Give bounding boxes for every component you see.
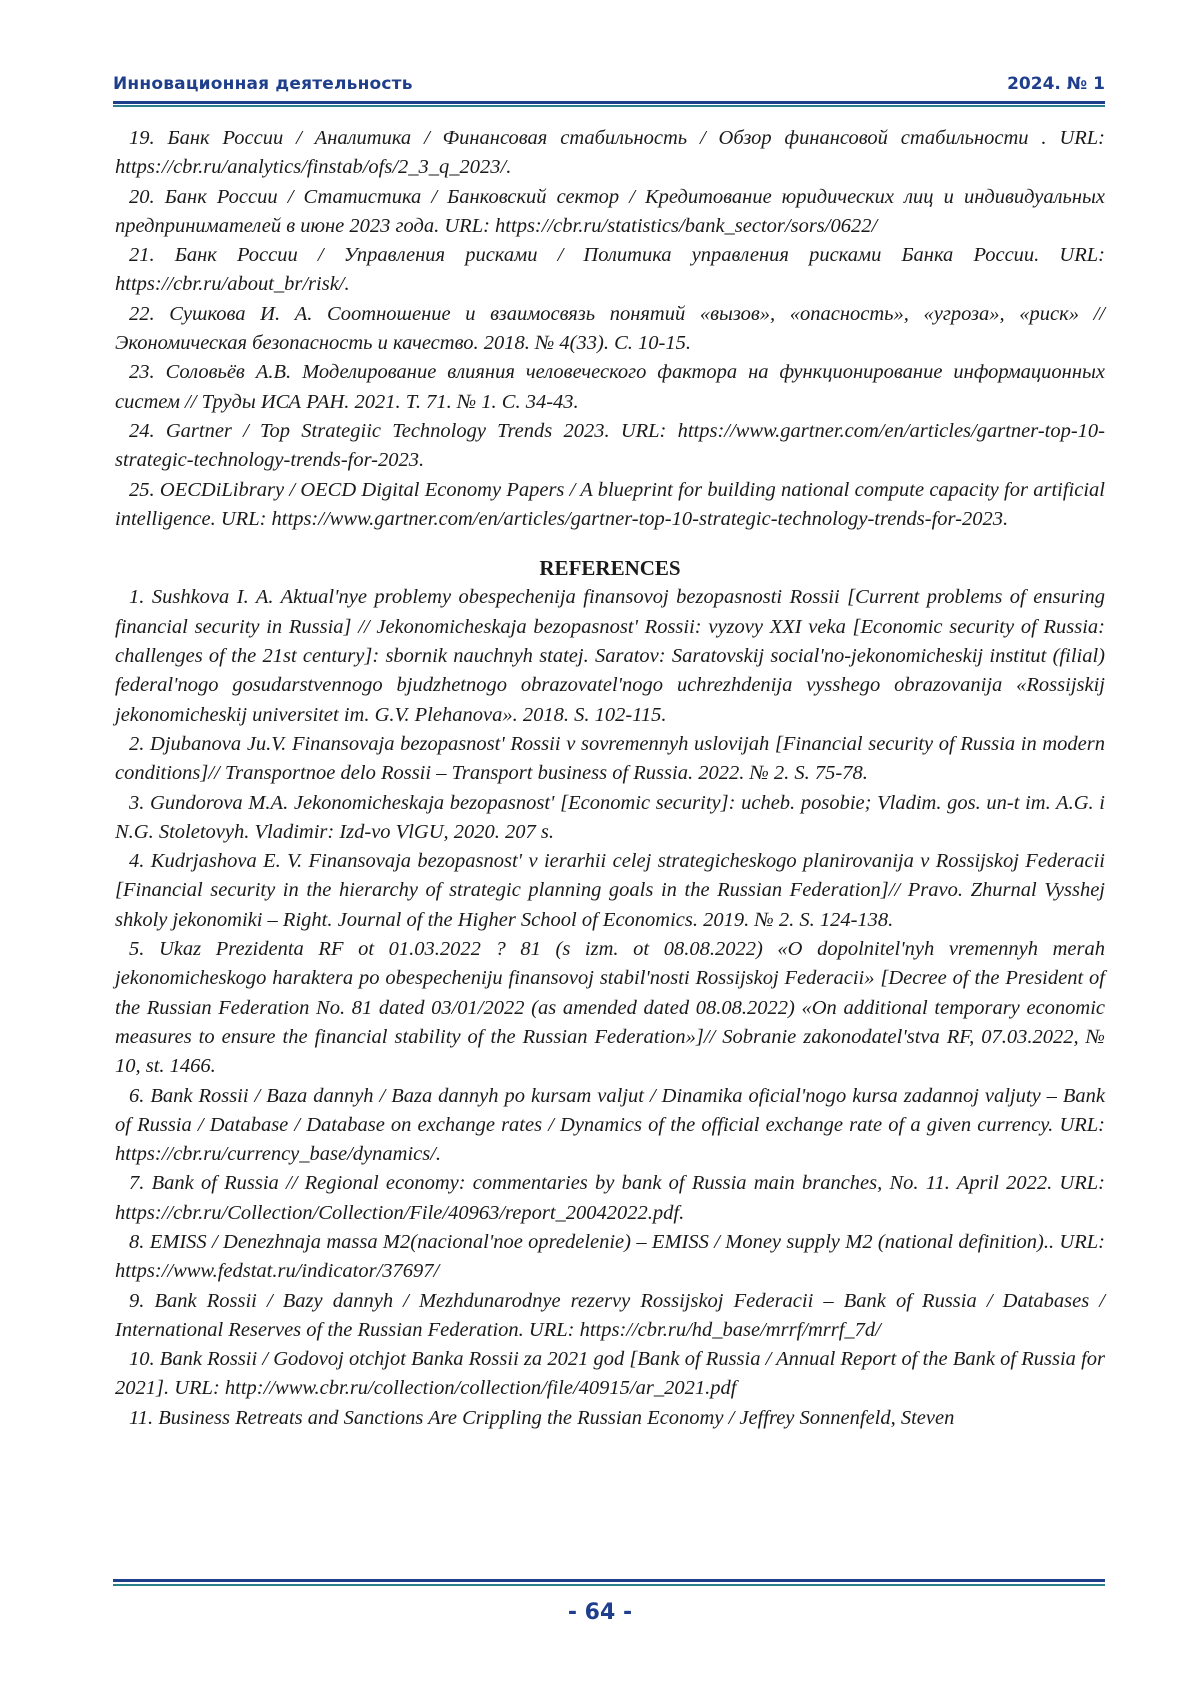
running-header bbox=[113, 74, 1105, 98]
references-heading: REFERENCES bbox=[115, 534, 1105, 583]
header-rule-teal bbox=[113, 105, 1105, 107]
page-body bbox=[115, 124, 1105, 1433]
reference-item: 9. Bank Rossii / Bazy dannyh / Mezhdunarodnye rezervy Rossijskoj Federacii – Bank of Russia / Databases / International Reserves of the Russian Federation. URL: https://cbr.ru/hd_base/mrrf/mrrf_7d/ bbox=[115, 1287, 1105, 1346]
source-item: 20. Банк России / Статистика / Банковский сектор / Кредитование юридических лиц и индивидуальных предпринимателей в июне 2023 года. URL: https://cbr.ru/statistics/bank_sector/sors/0622/ bbox=[115, 183, 1105, 242]
source-item: 21. Банк России / Управления рисками / Политика управления рисками Банка России. URL: https://cbr.ru/about_br/risk/. bbox=[115, 241, 1105, 300]
reference-item: 10. Bank Rossii / Godovoj otchjot Banka Rossii za 2021 god [Bank of Russia / Annual Report of the Bank of Russia for 2021]. URL: http://www.cbr.ru/collection/collection/file/40915/ar_2021.pdf bbox=[115, 1345, 1105, 1404]
footer-rule-blue bbox=[113, 1579, 1105, 1582]
document-page bbox=[0, 0, 1200, 1697]
header-rule-blue bbox=[113, 101, 1105, 104]
reference-item: 11. Business Retreats and Sanctions Are Crippling the Russian Economy / Jeffrey Sonnenfeld, Steven bbox=[115, 1404, 1105, 1433]
source-item: 19. Банк России / Аналитика / Финансовая стабильность / Обзор финансовой стабильности . URL: https://cbr.ru/analytics/finstab/ofs/2_3_q_2023/. bbox=[115, 124, 1105, 183]
journal-title: Инновационная деятельность bbox=[113, 74, 413, 94]
reference-item: 3. Gundorova M.A. Jekonomicheskaja bezopasnost' [Economic security]: ucheb. posobie; Vladim. gos. un-t im. A.G. i N.G. Stoletovyh. Vladimir: Izd-vo VlGU, 2020. 207 s. bbox=[115, 789, 1105, 848]
reference-item: 6. Bank Rossii / Baza dannyh / Baza dannyh po kursam valjut / Dinamika oficial'nogo kursa zadannoj valjuty – Bank of Russia / Database / Database on exchange rates / Dynamics of the official exchange rate of a given currency. URL: https://cbr.ru/currency_base/dynamics/. bbox=[115, 1082, 1105, 1170]
source-item: 22. Сушкова И. А. Соотношение и взаимосвязь понятий «вызов», «опасность», «угроза», «риск» // Экономическая безопасность и качество. 2018. № 4(33). С. 10-15. bbox=[115, 300, 1105, 359]
reference-item: 5. Ukaz Prezidenta RF ot 01.03.2022 ? 81 (s izm. ot 08.08.2022) «O dopolnitel'nyh vremennyh merah jekonomicheskogo haraktera po obespecheniju finansovoj stabil'nosti Rossijskoj Federacii» [Decree of the President of the Russian Federation No. 81 dated 03/01/2022 (as amended dated 08.08.2022) «On additional temporary economic measures to ensure the financial stability of the Russian Federation»]// Sobranie zakonodatel'stva RF, 07.03.2022, № 10, st. 1466. bbox=[115, 935, 1105, 1081]
footer-rule-teal bbox=[113, 1584, 1105, 1586]
source-item: 24. Gartner / Top Strategiic Technology Trends 2023. URL: https://www.gartner.com/en/articles/gartner-top-10-strategic-technology-trends-for-2023. bbox=[115, 417, 1105, 476]
page-number: - 64 - bbox=[0, 1600, 1200, 1625]
reference-item: 4. Kudrjashova E. V. Finansovaja bezopasnost' v ierarhii celej strategicheskogo planirovanija v Rossijskoj Federacii [Financial security in the hierarchy of strategic planning goals in the Russian Federation]// Pravo. Zhurnal Vysshej shkoly jekonomiki – Right. Journal of the Higher School of Economics. 2019. № 2. S. 124-138. bbox=[115, 847, 1105, 935]
reference-item: 8. EMISS / Denezhnaja massa M2(nacional'noe opredelenie) – EMISS / Money supply M2 (national definition).. URL: https://www.fedstat.ru/indicator/37697/ bbox=[115, 1228, 1105, 1287]
source-item: 25. OECDiLibrary / OECD Digital Economy Papers / A blueprint for building national compute capacity for artificial intelligence. URL: https://www.gartner.com/en/articles/gartner-top-10-strategic-technology-trends-for-2023. bbox=[115, 476, 1105, 535]
issue-number: 2024. № 1 bbox=[1007, 74, 1105, 94]
reference-item: 1. Sushkova I. A. Aktual'nye problemy obespechenija finansovoj bezopasnosti Rossii [Current problems of ensuring financial security in Russia] // Jekonomicheskaja bezopasnost' Rossii: vyzovy XXI veka [Economic security of Russia: challenges of the 21st century]: sbornik nauchnyh statej. Saratov: Saratovskij social'no-jekonomicheskij institut (filial) federal'nogo gosudarstvennogo bjudzhetnogo obrazovatel'nogo uchrezhdenija vysshego obrazovanija «Rossijskij jekonomicheskij universitet im. G.V. Plehanova». 2018. S. 102-115. bbox=[115, 583, 1105, 729]
reference-item: 2. Djubanova Ju.V. Finansovaja bezopasnost' Rossii v sovremennyh uslovijah [Financial security of Russia in modern conditions]// Transportnoe delo Rossii – Transport business of Russia. 2022. № 2. S. 75-78. bbox=[115, 730, 1105, 789]
source-item: 23. Соловьёв А.В. Моделирование влияния человеческого фактора на функционирование информационных систем // Труды ИСА РАН. 2021. Т. 71. № 1. С. 34-43. bbox=[115, 358, 1105, 417]
reference-item: 7. Bank of Russia // Regional economy: commentaries by bank of Russia main branches, No. 11. April 2022. URL: https://cbr.ru/Collection/Collection/File/40963/report_20042022.pdf. bbox=[115, 1169, 1105, 1228]
